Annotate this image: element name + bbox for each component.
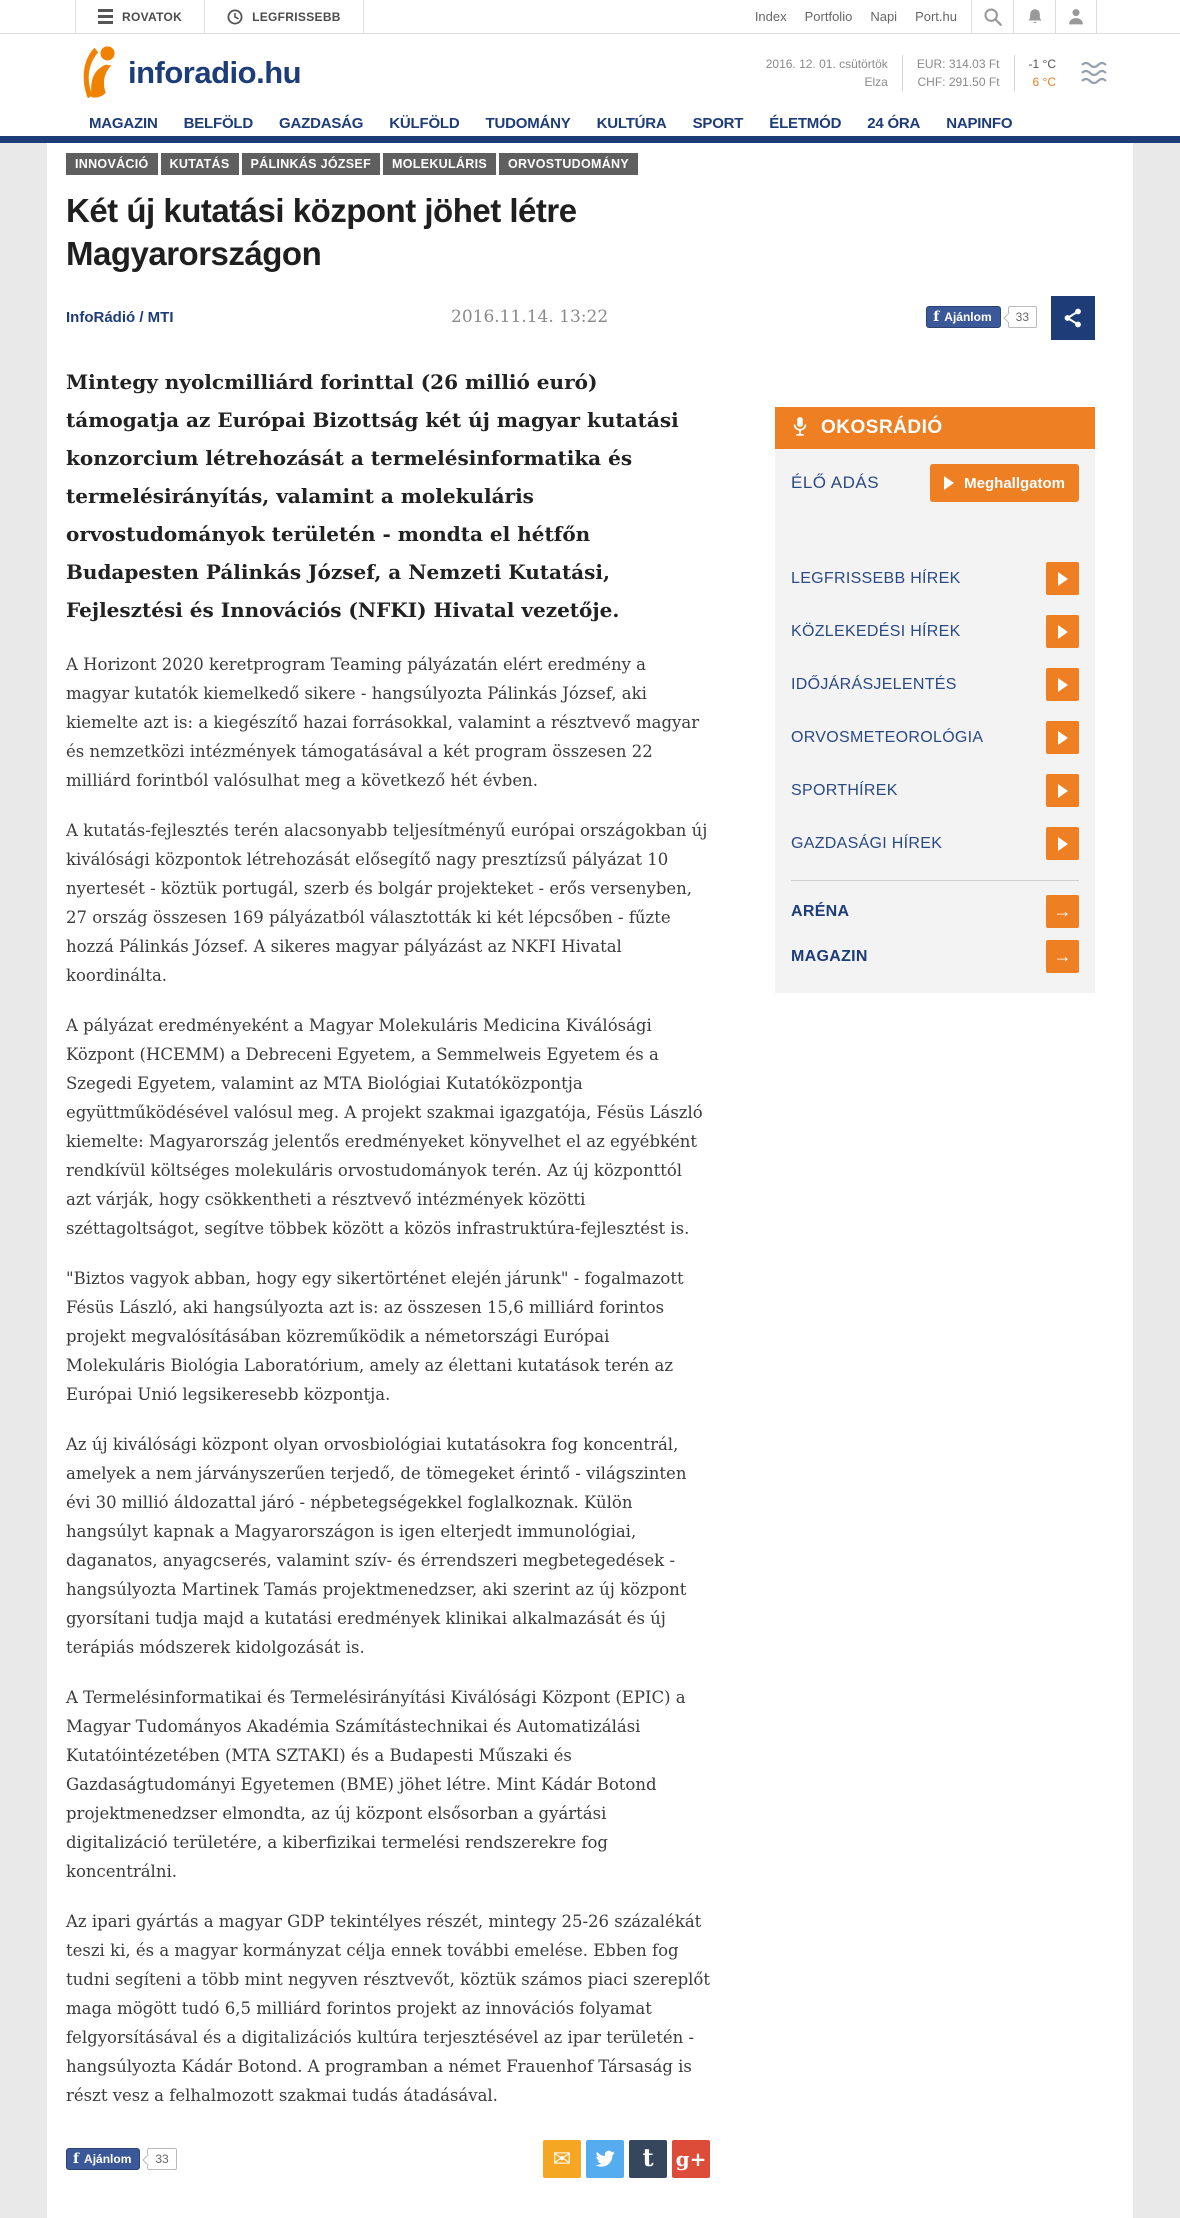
play-button[interactable] xyxy=(1046,562,1079,595)
link-portfolio[interactable]: Portfolio xyxy=(804,9,853,24)
okosradio-panel xyxy=(775,449,1095,993)
sidebar-link-magazin[interactable] xyxy=(791,934,1079,979)
sidebar-link-arena[interactable] xyxy=(791,889,1079,934)
googleplus-share-button[interactable] xyxy=(672,2140,710,2178)
current-date: 2016. 12. 01. csütörtök xyxy=(765,56,888,71)
article-paragraph: A Termelésinformatikai és Termelésirányítási Kiválósági Központ (EPIC) a Magyar Tudományos Akadémia Számítástechnikai és Automatizálási Kutatóintézetében (MTA SZTAKI) és a Budapesti Műszaki és Gazdaságtudományi Egyetemen (BME) jöhet létre. Mint Kádár Botond projektmenedzser elmondta, az új központ elsősorban a gyártási digitalizáció területére, a kiberfizikai termelési rendszerekre fog koncentrálni. xyxy=(66,1688,686,1881)
audio-item-gazdasagi-hirek[interactable] xyxy=(791,817,1079,870)
facebook-icon: f xyxy=(73,2151,80,2167)
nav-gazdasag[interactable]: GAZDASÁG xyxy=(279,115,364,132)
chf-rate: CHF: 291.50 Ft xyxy=(917,74,1000,89)
byline-row xyxy=(66,301,1095,345)
date-nameday xyxy=(752,55,902,91)
listen-button[interactable] xyxy=(930,464,1079,502)
email-icon: ✉ xyxy=(552,2146,572,2171)
arrow-icon: → xyxy=(1053,901,1072,921)
okosradio-sidebar xyxy=(775,407,1095,2178)
inforadio-logo-icon xyxy=(78,44,124,102)
tag-molekularis[interactable]: MOLEKULÁRIS xyxy=(383,153,496,175)
hamburger-menu-icon xyxy=(98,9,113,24)
audio-item-label: KÖZLEKEDÉSI HÍREK xyxy=(791,622,961,640)
weather-temps xyxy=(1014,55,1070,91)
tumblr-icon: t xyxy=(642,2142,654,2172)
audio-item-legfrissebb-hirek[interactable] xyxy=(791,552,1079,605)
topbar-left-group xyxy=(75,0,364,33)
nav-tudomany[interactable]: TUDOMÁNY xyxy=(485,115,571,132)
site-header xyxy=(0,34,1180,111)
audio-item-list xyxy=(791,552,1079,870)
waves-icon xyxy=(1080,60,1110,86)
link-napi[interactable]: Napi xyxy=(870,9,898,24)
audio-item-label: SPORTHÍREK xyxy=(791,781,898,799)
article-title: Két új kutatási központ jöhet létre Magyarországon xyxy=(66,192,577,272)
nav-magazin[interactable]: MAGAZIN xyxy=(89,115,158,132)
play-button[interactable] xyxy=(1046,668,1079,701)
audio-item-kozlekedesi-hirek[interactable] xyxy=(791,605,1079,658)
sidebar-link-label: MAGAZIN xyxy=(791,947,868,965)
play-button[interactable] xyxy=(1046,774,1079,807)
nav-kulfold[interactable]: KÜLFÖLD xyxy=(389,115,460,132)
article-lead: Mintegy nyolcmilliárd forinttal (26 millió euró) támogatja az Európai Bizottság két új magyar kutatási konzorcium létrehozását a termelésinformatika és termelésirányítás, valamint a molekuláris orvostudományok területén - mondta el hétfőn Budapesten Pálinkás József, a Nemzeti Kutatási, Fejlesztési és Innovációs (NFKI) Hivatal vezetője. xyxy=(66,370,679,622)
bell-icon xyxy=(1024,6,1046,28)
article-paragraph: A pályázat eredményeként a Magyar Molekuláris Medicina Kiválósági Központ (HCEMM) a Debreceni Egyetem, a Semmelweis Egyetem és a Szegedi Egyetem, valamint az MTA Biológiai Kutatóközpontja együttműködésével valósul meg. A projekt szakmai igazgatója, Fésüs László kiemelte: Magyarország jelentős eredményeket könyvelhet el az egyébként rendkívül költséges molekuláris orvostudományok terén. Az új központtól azt várják, hogy csökkentheti a résztvevő intézmények közötti széttagoltságot, segítve többek között a közös infrastruktúra-fejlesztést is. xyxy=(66,1016,703,1238)
article-paragraph: Az ipari gyártás a magyar GDP tekintélyes részét, mintegy 25-26 százalékát teszi ki, és a magyar kormányzat célja ennek további emelése. Ebben fog tudni segíteni a több mint negyven résztvevőt, köztük számos piaci szereplőt maga mögött tudó 6,5 milliárd forintos projekt az innovációs folyamat felgyorsításával és a digitalizációs kultúra terjesztésével az ipar területén - hangsúlyozta Kádár Botond. A programban a német Frauenhof Társaság is részt vesz a felhalmozott szakmai tudás átadásával. xyxy=(66,1912,710,2105)
play-icon xyxy=(1058,731,1068,745)
nav-underline-bar xyxy=(0,136,1180,143)
nav-napinfo[interactable]: NAPINFO xyxy=(946,115,1013,132)
link-index[interactable]: Index xyxy=(754,9,787,24)
user-icon xyxy=(1065,6,1087,28)
facebook-label: Ajánlom xyxy=(944,310,992,324)
partner-links xyxy=(755,0,957,33)
nav-24ora[interactable]: 24 ÓRA xyxy=(867,115,921,132)
live-stream-row xyxy=(791,464,1079,502)
play-button[interactable] xyxy=(1046,827,1079,860)
facebook-share-bottom xyxy=(66,2148,177,2170)
temp-low: -1 °C xyxy=(1028,56,1056,71)
twitter-share-button[interactable] xyxy=(586,2140,624,2178)
facebook-label: Ajánlom xyxy=(84,2152,132,2166)
clock-icon xyxy=(227,9,243,25)
tag-orvostudomany[interactable]: ORVOSTUDOMÁNY xyxy=(499,153,638,175)
arrow-button[interactable] xyxy=(1046,895,1079,928)
audio-item-idojarasjelentes[interactable] xyxy=(791,658,1079,711)
facebook-share-count: 33 xyxy=(1008,306,1037,328)
sidebar-link-label: ARÉNA xyxy=(791,902,850,920)
play-icon xyxy=(944,476,954,490)
legfrissebb-label: LEGFRISSEBB xyxy=(252,9,341,24)
top-utility-bar xyxy=(0,0,1180,34)
arrow-icon: → xyxy=(1053,946,1072,966)
search-button[interactable] xyxy=(971,0,1013,33)
audio-item-label: ORVOSMETEOROLÓGIA xyxy=(791,728,984,746)
facebook-share-count: 33 xyxy=(147,2148,176,2170)
currency-rates xyxy=(902,55,1014,91)
listen-label: Meghallgatom xyxy=(964,474,1065,492)
nav-belfold[interactable]: BELFÖLD xyxy=(183,115,254,132)
article-body xyxy=(66,363,710,2178)
site-logo[interactable] xyxy=(78,44,301,102)
okosradio-header xyxy=(775,407,1095,449)
topbar-icon-group xyxy=(971,0,1097,33)
audio-item-sporthirek[interactable] xyxy=(791,764,1079,817)
article-tags xyxy=(66,153,1095,175)
article-source[interactable]: InfoRádió / MTI xyxy=(66,309,174,326)
audio-item-orvosmeteorologia[interactable] xyxy=(791,711,1079,764)
email-share-button[interactable] xyxy=(543,2140,581,2178)
article-paragraph: A kutatás-fejlesztés terén alacsonyabb teljesítményű európai országokban új kiválósági központok létrehozását elősegítő nagy presztízsű pályázat 10 nyertesét - köztük portugál, szerb és bolgár projekteket - erős versenyben, 27 ország összesen 169 pályázatból választották ki két lépcsőben - fűzte hozzá Pálinkás József. A sikeres magyar pályázást az NKFI Hivatal koordinálta. xyxy=(66,821,708,985)
play-icon xyxy=(1058,625,1068,639)
okosradio-title: OKOSRÁDIÓ xyxy=(821,417,943,438)
main-nav xyxy=(0,111,1180,136)
logo-text: inforadio.hu xyxy=(128,54,302,90)
facebook-share-top xyxy=(926,306,1037,328)
nav-sport[interactable]: SPORT xyxy=(692,115,744,132)
play-icon xyxy=(1058,837,1068,851)
notifications-button[interactable] xyxy=(1013,0,1055,33)
play-icon xyxy=(1058,784,1068,798)
article-share-row xyxy=(66,2140,710,2178)
link-porthu[interactable]: Port.hu xyxy=(915,9,957,24)
tag-kutatas[interactable]: KUTATÁS xyxy=(161,153,239,175)
article-datetime: 2016.11.14. 13:22 xyxy=(451,307,609,327)
header-info xyxy=(752,55,1110,91)
search-icon xyxy=(982,6,1004,28)
nav-kultura[interactable]: KULTÚRA xyxy=(596,115,667,132)
audio-item-label: LEGFRISSEBB HÍREK xyxy=(791,569,961,587)
rovatok-label: ROVATOK xyxy=(122,9,183,24)
article-paragraph: Az új kiválósági központ olyan orvosbiológiai kutatásokra fog koncentrál, amelyek a nem járványszerűen terjedő, de tömegeket érintő - világszinten évi 30 millió áldozattal járó - népbetegségekkel foglalkoznak. Külön hangsúlyt kapnak a Magyarországon is igen elterjedt immunológiai, daganatos, anyagcserés, valamint szív- és érrendszeri megbetegedések - hangsúlyozta Martinek Tamás projektmenedzser, aki szerint az új központ gyorsítani tudja majd a kutatási eredmények klinikai alkalmazását és új terápiás módszerek kidolgozását is. xyxy=(66,1435,687,1657)
play-button[interactable] xyxy=(1046,721,1079,754)
legfrissebb-button[interactable] xyxy=(205,0,364,33)
live-label[interactable]: ÉLŐ ADÁS xyxy=(791,473,880,492)
tag-palinkas-jozsef[interactable]: PÁLINKÁS JÓZSEF xyxy=(242,153,381,175)
share-button[interactable] xyxy=(1051,296,1095,340)
facebook-recommend-button[interactable] xyxy=(926,306,1000,328)
share-icon xyxy=(1061,306,1085,330)
rovatok-button[interactable] xyxy=(75,0,205,33)
page-card xyxy=(47,143,1133,2218)
play-icon xyxy=(1058,572,1068,586)
sidebar-divider xyxy=(791,880,1079,881)
temp-high: 6 °C xyxy=(1032,74,1056,89)
social-share-icons xyxy=(543,2140,710,2178)
audio-item-label: IDŐJÁRÁSJELENTÉS xyxy=(791,675,957,693)
nav-eletmod[interactable]: ÉLETMÓD xyxy=(769,115,842,132)
eur-rate: EUR: 314.03 Ft xyxy=(916,56,1000,71)
profile-button[interactable] xyxy=(1055,0,1097,33)
article-paragraph: A Horizont 2020 keretprogram Teaming pályázatán elért eredmény a magyar kutatók kiemelkedő sikere - hangsúlyozta Pálinkás József, aki kiemelte azt is: a kiegészítő hazai forrásokkal, valamint a résztvevő magyar és nemzetközi intézmények támogatásával a két program összesen 22 milliárd forintból valósulhat meg a következő hét évben. xyxy=(66,655,700,790)
tumblr-share-button[interactable] xyxy=(629,2140,667,2178)
twitter-icon xyxy=(593,2147,617,2171)
play-icon xyxy=(1058,678,1068,692)
googleplus-icon: g+ xyxy=(675,2147,707,2171)
arrow-button[interactable] xyxy=(1046,940,1079,973)
nameday: Elza xyxy=(864,74,888,89)
facebook-icon: f xyxy=(933,309,940,325)
play-button[interactable] xyxy=(1046,615,1079,648)
facebook-recommend-button[interactable] xyxy=(66,2148,140,2170)
tag-innovacio[interactable]: INNOVÁCIÓ xyxy=(66,153,158,175)
audio-item-label: GAZDASÁGI HÍREK xyxy=(791,834,943,852)
article-paragraph: "Biztos vagyok abban, hogy egy sikertörténet elején járunk" - fogalmazott Fésüs László, aki hangsúlyozta azt is: az összesen 15,6 milliárd forintos projekt megvalósításában közreműködik a németországi Európai Molekuláris Biológia Laboratórium, amely az élettani kutatások terén az Európai Unió legsikeresebb központja. xyxy=(66,1269,684,1404)
microphone-icon xyxy=(789,415,811,441)
